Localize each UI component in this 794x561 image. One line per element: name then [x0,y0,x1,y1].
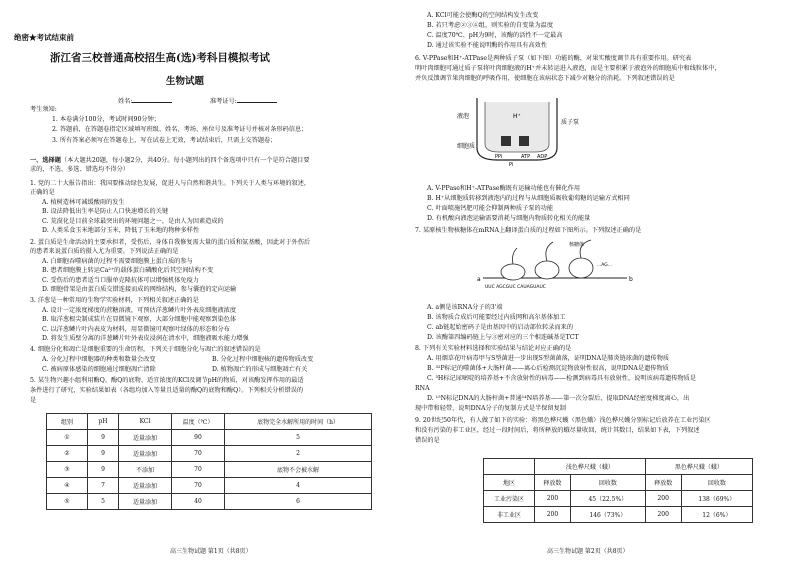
end-a-label: a [477,276,481,283]
option-text: A. 设计一定浓度梯度的蔗糖溶液，可预估洋葱鳞片叶外表皮细胞液浓度 [42,307,237,314]
table-cell: ② [47,446,88,462]
ribosome-shape [535,261,559,279]
table-cell: 工业污染区 [484,491,535,507]
question-text: 9. 20世纪50年代，有人做了如下的实验：将黑色桦尺蠖（黑色蛾）浅色桦尺蠖分别标记后放养在工业污染区 [415,417,711,424]
translation-diagram [477,236,637,296]
table-cell: 45（22.5%） [570,491,645,507]
table-cell: ③ [47,462,88,478]
table-cell: 4 [225,478,372,494]
table-cell: 适量添加 [119,478,172,494]
question-text: 7. 某原核生物核糖体在mRNA上翻译蛋白质的过程如下图所示。下列叙述正确的是 [415,227,642,234]
table-cell: 6 [225,494,372,510]
right-page [397,0,794,561]
question-text: 明叶肉细胞可通过质子泵将叶肉细胞液的H⁺并未转运进入液泡，而是主要积累于液泡外的细胞质中和线粒体中， [415,65,721,72]
name-label: 姓名: [118,98,133,105]
option-text: A. 用烟草花叶病毒甲与S型菌进一步出现S型菌菌落，证明DNA是肺炎链球菌的遗传物质 [427,355,670,362]
question-text: 8. 下列有关实验材料选择和实验结果与结论对应正确的是 [415,345,572,352]
option-text: A. KCl可能会使酶Q的空间结构发生改变 [427,12,539,19]
option-text: D. 细胞骨架是由蛋白质交错连接而成的网络结构，参与囊泡的定向运输 [42,286,237,293]
table-header: 温度（℃） [172,414,225,430]
option-text: C. 叶面喷施钙肥可能会抑制两种质子泵的功能 [427,205,554,212]
table-header [484,459,535,475]
option-text: C. 荒漠化是目前全球最突出的环境问题之一，是由人为因素造成的 [42,218,224,225]
h-ion-label: H⁺ [513,113,521,120]
adp-label: ADP [537,154,548,160]
enzyme-table [46,413,372,510]
table-header: 地区 [484,475,535,491]
table-cell: 非工业区 [484,507,535,523]
table-cell: 9 [88,430,119,446]
table-row [47,430,372,446]
ppi-label: PPi [495,154,503,160]
table-cell: 90 [172,430,225,446]
option-text: C. ³H标记尿嘧啶的培养基+不含放射性的病毒——检测到病毒具有放射性，说明该病毒遗传物质是 [427,375,697,382]
question-text: 的患者来说蛋白质的摄入尤为重要。下列说法正确的是 [30,248,179,255]
table-cell: ⑤ [47,494,88,510]
amino-acid-label: ...AG... [597,263,613,268]
table-header-row [484,459,753,475]
notice-head: 考生须知: [30,106,57,113]
table-cell: 200 [645,507,681,523]
option-text: B. 设法降低出生率是防止人口快速增长的关键 [42,208,169,215]
option-text: C. 以洋葱鳞片叶内表皮为材料，用显微镜可观察叶绿体的形态和分布 [42,326,230,333]
table-header: 底物完全水解所用的时间（h） [225,414,372,430]
option-text: D. 人类采食玉米地部分玉米，降低了玉米地的物种多样性 [42,227,200,234]
notice-item: 1. 本卷满分100分，考试时间90分钟； [52,116,160,123]
table-cell: 200 [645,491,681,507]
table-cell: 200 [535,491,571,507]
table-cell: 适量添加 [119,430,172,446]
end-b-label: b [629,276,633,283]
question-text: 2. 蛋白质是生命活动的主要承担者，受伤后，身体自我修复需大量的蛋白质和氨基酸，因此对于外伤后 [30,239,311,246]
option-text: A. 分化过程中细胞器的种类和数量会改变 [42,356,156,363]
question-text: 和没有污染的非工业区，经过一段时间后，将所释放的蛾尽量收回，统计其数目，结果如下表，下列叙述 [415,427,700,434]
question-text: 正确的是 [30,189,55,196]
name-field [118,96,172,106]
option-text: B. 患者细胞膜上转运Ca²⁺的载体蛋白磷酸化后其空间结构不变 [42,267,214,274]
table-header: 回收数 [570,475,645,491]
question-text: 是 [30,397,37,404]
peptide-chain [513,248,518,264]
id-label: 准考证号: [210,98,237,105]
option-text: A. V-PPase和H⁺-ATPase酶既有运输功能也有催化作用 [427,185,581,192]
table-cell: 底物不会被水解 [225,462,372,478]
table-cell: 适量添加 [119,446,172,462]
table-cell: 5 [225,430,372,446]
section-note: （本大题共20题，每小题2分，共40分。每小题列出的四个备选项中只有一个是符合题目要 [60,157,310,164]
table-header: KCl [119,414,172,430]
option-text: A. a侧是该RNA分子的3'端 [427,304,503,311]
id-blank [237,96,277,103]
option-text: B. ³²P标记的噬菌体+大肠杆菌——离心后检测沉淀物放射性很高，说明DNA是遗传物质 [427,365,669,372]
table-row [47,478,372,494]
page-footer: 高三生物试题 第1页（共8页） [170,548,252,555]
option-text: D. ¹⁵N标记DNA的大肠杆菌+普通¹⁴N培养基——第一次分裂后，提取DNA经密度梯度离心，出 [427,395,690,402]
question-text: 错误的是 [415,437,440,444]
id-field [210,96,277,106]
vacuole-interior [485,102,549,152]
table-row [484,491,753,507]
notice-item: 2. 答题前，在答题卷指定区域填写班级、姓名、考场、座位号及准考证号并核对条形码信息； [52,126,308,133]
proton-pump-diagram [457,88,580,168]
ribosome-label: 核糖体 [569,242,585,248]
mrna-sequence: UUC AGCGUC CAUAGUAUC [485,285,546,290]
page-footer: 高三生物试题 第2页（共8页） [547,548,629,555]
table-cell: 适量添加 [119,494,172,510]
table-row [47,462,372,478]
table-header: 释放数 [535,475,571,491]
table-cell: 5 [88,494,119,510]
option-text: A. 植树造林可减缓酸雨的发生 [42,199,125,206]
pi-label: Pi [509,162,514,168]
table-header: 浅色桦尺蛾（蛾） [535,459,646,475]
moth-table [483,458,753,523]
question-text: 6. V-PPase和H⁺-ATPase是两种质子泵（如下图）功能的酶，对果实酸度调节具有重要作用。研究表 [415,55,692,62]
table-header: 组别 [47,414,88,430]
option-text: D. 有机酸向液泡运输需要消耗与细胞内物质转化相关的能量 [427,215,591,222]
table-header: 释放数 [645,475,681,491]
pump-2-shape [519,136,529,146]
question-text: 1. 党的二十大报告指出：我国要推动绿色发展，促进人与自然和谐共生。下列关于人类与环境的叙述， [30,180,311,187]
table-cell: ④ [47,478,88,494]
name-blank [132,96,172,103]
table-header: 黑色桦尺蛾（蛾） [645,459,752,475]
option-text: C. 被病原体感染的细胞通过细胞凋亡清除 [42,366,156,373]
ribosome-shape [569,258,593,278]
question-text: 5. 某生物兴趣小组利用酶Q、酶Q的底物、适宜浓度的KCl及调节pH的物质，对该酶发挥作用的最适 [30,377,304,384]
question-text: 3. 洋葱是一种常用的生物学实验材料，下列相关叙述正确的是 [30,297,199,304]
subject-title: 生物试题 [166,76,205,87]
table-cell: 70 [172,462,225,478]
table-row [47,494,372,510]
table-header-row [484,475,753,491]
exam-title: 浙江省三校普通高校招生高(选)考科目模拟考试 [50,52,270,64]
table-cell: 12（6%） [681,507,752,523]
question-text: 并负反馈调节果肉细胞的呼吸作用，使细胞在该病状态下减少对糖分的消耗。下列叙述错误的是 [415,75,675,82]
question-text: 4. 细胞分化和凋亡是细胞重要的生命历程，下列关于细胞分化与凋亡的叙述错误的是 [30,346,261,353]
peptide-chain [546,242,553,261]
atp-label: ATP [521,154,531,160]
table-cell: 70 [172,478,225,494]
option-text: B. 若只考虑②③④组，则实验的自变量为温度 [427,22,554,29]
table-header: pH [88,414,119,430]
table-header-row [47,414,372,430]
option-text: RNA [415,385,430,392]
pump-label: 质子泵 [561,119,580,126]
notice-item: 3. 所有答案必须写在答题卷上，写在试卷上无效，考试结束后，只需上交答题卷； [52,137,277,144]
table-row [47,446,372,462]
option-text: C. ab链起始密码子是由基因中的启动部位转录而来的 [427,324,574,331]
table-cell: 7 [88,478,119,494]
table-cell: 200 [535,507,571,523]
table-cell: 不添加 [119,462,172,478]
option-text: B. 该物质合成后可能要经过内质网和高尔基体加工 [427,314,566,321]
table-cell: 9 [88,446,119,462]
cytoplasm-label: 细胞质 [457,143,476,150]
table-cell: 40 [172,494,225,510]
organelle-label: 液泡 [457,113,470,120]
option-text: A. 白細胞吞噬病菌的过程不需要细胞膜上蛋白质的参与 [42,258,193,265]
table-cell: 9 [88,462,119,478]
option-text: D. 植物凋亡的形成与细胞凋亡有关 [212,366,308,373]
option-text: B. H⁺从细胞质转移到液泡内的过程与从细胞质吸收葡萄糖的运输方式相同 [427,195,630,202]
table-row [484,507,753,523]
option-text: C. 受伤后的患者适当口服单克隆抗体可以增强机体免疫力 [42,277,199,284]
secret-stamp: 绝密★考试结束前 [14,33,74,42]
table-cell: 138（69%） [681,491,752,507]
table-cell: ① [47,430,88,446]
section-note-2: 求的，不选、多选、错选均不得分） [30,166,129,173]
option-text: D. 将发生质壁分离的洋葱鳞片叶外表皮浸润在清水中，细胞液吸水能力增强 [42,335,249,342]
ribosome-shape [501,264,525,280]
question-text: 条件进行了研究，实验结果如表（各组均加入等量且适量的酶Q的底物和酶Q）。下列相关分析错误的 [30,387,304,394]
table-cell: 2 [225,446,372,462]
option-text: D. 该酶第四编码链上与③密对应的三个相连碱基是TCT [427,334,579,341]
option-text: B. 取洋葱根尖制成装片在显微镜下观察，大部分细胞中能观察到染色体 [42,316,237,323]
table-header: 回收数 [681,475,752,491]
table-cell: 70 [172,446,225,462]
option-text: B. 分化过程中细胞核的遗传物质改变 [212,356,314,363]
option-text: C. 温度70℃、pH为9时，该酶的活性不一定最高 [427,32,563,39]
section-heading [30,157,310,165]
option-text: D. 通过该实验不能说明酶的作用具有高效性 [427,42,548,49]
pump-1-shape [501,136,511,146]
section-title: 一、选择题 [30,157,61,164]
table-cell: 146（73%） [570,507,645,523]
option-text: 现中带和轻带，说明DNA分子的复制方式是半保留复制 [415,405,566,412]
